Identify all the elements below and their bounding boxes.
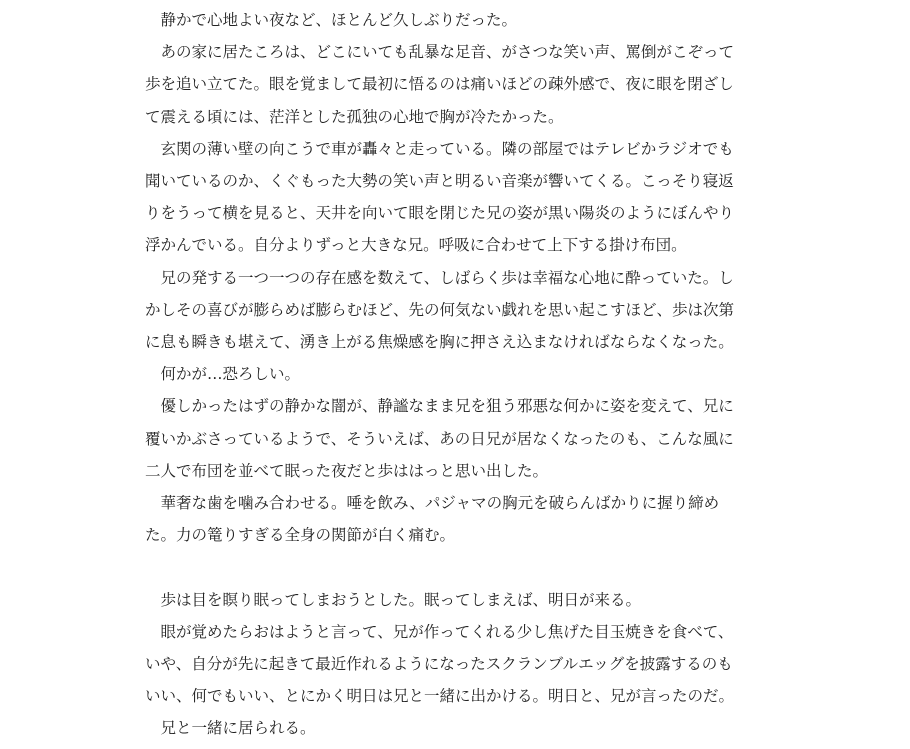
text-line: 浮かんでいる。自分よりずっと大きな兄。呼吸に合わせて上下する掛け布団。 <box>145 236 687 255</box>
text-line: 聞いているのか、くぐもった大勢の笑い声と明るい音楽が響いてくる。こっそり寝返 <box>145 172 734 191</box>
paragraph-2 <box>145 36 785 133</box>
text-line: 優しかったはずの静かな闇が、静謐なまま兄を狙う邪悪な何かに姿を変えて、兄に <box>160 397 734 416</box>
text-line: 眼が覚めたらおはようと言って、兄が作ってくれる少し焦げた目玉焼きを食べて、 <box>160 622 734 641</box>
paragraph-1 <box>145 4 785 36</box>
paragraph-4 <box>145 262 785 359</box>
text-line: いや、自分が先に起きて最近作れるようになったスクランブルエッグを披露するのも <box>145 655 733 674</box>
paragraph-3 <box>145 133 785 262</box>
text-line: た。力の篭りすぎる全身の関節が白く痛む。 <box>145 526 456 545</box>
text-line: 兄の発する一つ一つの存在感を数えて、しばらく歩は幸福な心地に酔っていた。し <box>160 268 734 287</box>
text-line: 歩を追い立てた。眼を覚まして最初に悟るのは痛いほどの疎外感で、夜に眼を閉ざし <box>145 75 734 94</box>
paragraph-6 <box>145 390 785 487</box>
text-line: 二人で布団を並べて眠った夜だと歩ははっと思い出した。 <box>145 461 549 480</box>
paragraph-9 <box>145 616 785 713</box>
paragraph-8 <box>145 584 785 616</box>
text-line: あの家に居たころは、どこにいても乱暴な足音、がさつな笑い声、罵倒がこぞって <box>160 43 735 62</box>
text-line: て震える頃には、茫洋とした孤独の心地で胸が冷たかった。 <box>145 107 564 126</box>
text-line: 兄と一緒に居られる。 <box>160 719 316 738</box>
text-line: 歩は目を瞑り眠ってしまおうとした。眠ってしまえば、明日が来る。 <box>160 590 642 609</box>
text-line: 華奢な歯を噛み合わせる。唾を飲み、パジャマの胸元を破らんばかりに握り締め <box>160 494 720 513</box>
text-line: 何かが…恐ろしい。 <box>160 365 301 384</box>
paragraph-7 <box>145 487 785 551</box>
text-line: 玄関の薄い壁の向こうで車が轟々と走っている。隣の部屋ではテレビかラジオでも <box>160 139 734 158</box>
section-break <box>145 551 785 583</box>
text-line: に息も瞬きも堪えて、湧き上がる焦燥感を胸に押さえ込まなければならなくなった。 <box>145 333 734 352</box>
text-line: かしその喜びが膨らめば膨らむほど、先の何気ない戯れを思い起こすほど、歩は次第 <box>145 300 735 319</box>
story-text <box>145 4 785 745</box>
paragraph-10 <box>145 712 785 744</box>
paragraph-5 <box>145 358 785 390</box>
text-line: 静かで心地よい夜など、ほとんど久しぶりだった。 <box>160 11 518 29</box>
text-line: いい、何でもいい、とにかく明日は兄と一緒に出かける。明日と、兄が言ったのだ。 <box>145 687 735 706</box>
text-line: りをうって横を見ると、天井を向いて眼を閉じた兄の姿が黒い陽炎のようにぼんやり <box>145 204 735 223</box>
text-line: 覆いかぶさっているようで、そういえば、あの日兄が居なくなったのも、こんな風に <box>145 429 734 448</box>
